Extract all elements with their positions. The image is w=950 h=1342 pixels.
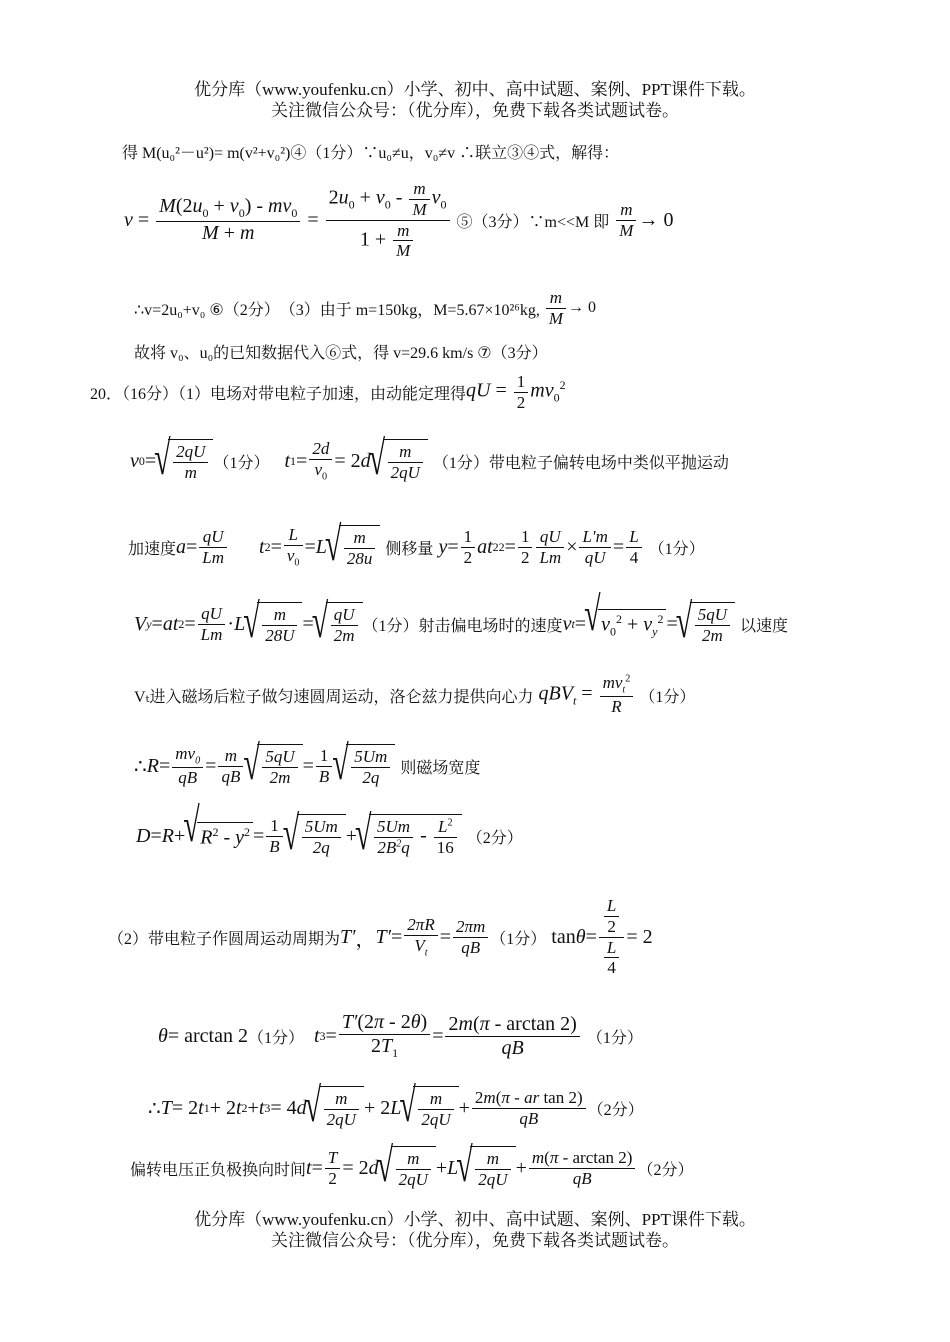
score-D: （2分） (466, 829, 523, 847)
p20-period: （2）带电粒子作圆周运动周期为 T′ ， T′ = $\frac{2\pi R}{V_t}$ = $\frac{2\pi m}{qB}$ （1分） tan θ = $\frac{\frac{L}{2}}{\frac{L}{4}}$ = 2 (108, 896, 653, 978)
p20-mag-text: Vₜ进入磁场后粒子做匀速圆周运动，洛仑兹力提供向心力 (134, 688, 534, 706)
score-v0: （1分） (213, 454, 270, 472)
footer-line-1: 优分库（www.youfenku.cn）小学、初中、高中试题、案例、PPT课件下载。 (194, 1210, 756, 1229)
p20-width-D: D = R + √ $R^2 - y^2$ = $\frac{1}{B}$ √ $\frac{5Um}{2q}$ + √ $\frac{5Um}{2B^2q}$ - $\frac{L^2}{16}$ （2分） (136, 805, 523, 867)
p19-line-1: 得 M(u₀²－u²)= m(v²+v₀²)④（1分）∵u₀≠u，v₀≠v ∴联立③④式，解得： (122, 145, 620, 162)
p20-switch-time: 偏转电压正负极换向时间 t = $\frac{T}{2}$ = 2 d √ $\frac{m}{2qU}$ + L √ $\frac{m}{2qU}$ + $\frac{m(\pi - \arctan 2)}{qB}$ （2分） (130, 1140, 693, 1196)
p20-v0-t1: v 0 = √ $\frac{2qU}{m}$ （1分） t 1 = $\frac{2d}{v_0}$ = 2 d √ $\frac{m}{2qU}$ （1分）带电粒子偏转电场中类似平抛运动 (130, 430, 729, 492)
p20-t1-text: （1分）带电粒子偏转电场中类似平抛运动 (432, 454, 729, 472)
accel-label: 加速度 (128, 540, 177, 558)
p19-velocity-equation: v = $\frac{M(2u_0 + v_0) - mv_0}{M + m}$ = $2u_0 + v_0$ - $\frac{m}{M}$ $v_0$ 1 + $\frac{m}{M}$ ⑤（3分）∵m<<M 即 $\frac{m}{M}$ → 0 (124, 179, 674, 261)
p20-magnetic: Vₜ进入磁场后粒子做匀速圆周运动，洛仑兹力提供向心力 qBV$_t$ = $\frac{mv_t^2}{R}$ （1分） (134, 673, 696, 717)
header-line-1: 优分库（www.youfenku.cn）小学、初中、高中试题、案例、PPT课件下载。 (194, 80, 756, 99)
p20-intro: 20．（16分）（1）电场对带电粒子加速，由动能定理得 qU = $\frac{1}{2}$ $mv_0^2$ (90, 371, 566, 412)
p20-theta-t3: θ = arctan 2 （1分） t 3 = $\frac{T'(2\pi - 2\theta)}{2T_1}$ = $\frac{2m(\pi - \arctan 2)}{qB}$ （1分） (158, 1011, 643, 1061)
p20-vy-text1: （1分）射击偏电场时的速度 (362, 617, 563, 635)
p20-vy: V y = at 2 = $\frac{qU}{Lm}$ · L √ $\frac{m}{28U}$ = √ $\frac{qU}{2m}$ （1分）射击偏电场时的速度 v t = √ $v_0^2 + v_y^2$ = √ $\frac{5qU}{2m}$ 以速度 (134, 594, 788, 654)
score-T: （1分） (490, 930, 547, 948)
period-text: （2）带电粒子作圆周运动周期为 (108, 930, 341, 948)
p19-line-4: 故将 v₀、u₀的已知数据代入⑥式，得 v=29.6 km/s ⑦（3分） (134, 345, 548, 362)
p20-intro-text: 20．（16分）（1）电场对带电粒子加速，由动能定理得 (90, 385, 467, 403)
score-last: （2分） (637, 1161, 694, 1179)
score-t3: （1分） (586, 1029, 643, 1047)
score-theta: （1分） (247, 1029, 304, 1047)
shift-label: 侧移量 (385, 540, 434, 558)
score-mag: （1分） (639, 688, 696, 706)
last-text: 偏转电压正负极换向时间 (130, 1161, 307, 1179)
p20-total-time: ∴ T = 2 t 1 + 2 t 2 + t 3 = 4 d √ $\frac{m}{2qU}$ + 2 L √ $\frac{m}{2qU}$ + $\frac{\text{2m(π - ar tan 2)}}{qB}$ （2分） (148, 1080, 644, 1136)
p20-vy-text2: 以速度 (740, 617, 789, 635)
p19-line-3: ∴v=2u₀+v₀ ⑥（2分） （3）由于 m=150kg，M=5.67×10²⁶kg, $\frac{m}{M}$ → 0 (134, 287, 597, 328)
width-text: 则磁场宽度 (400, 759, 481, 777)
p20-radius: ∴ R = $\frac{mv_0}{qB}$ = $\frac{m}{qB}$ √ $\frac{5qU}{2m}$ = $\frac{1}{B}$ √ $\frac{5Um}{2q}$ 则磁场宽度 (134, 738, 480, 794)
p20-acceleration: 加速度 a = $\frac{qU}{Lm}$ t 2 = $\frac{L}{v_0}$ = L √ $\frac{m}{28u}$ 侧移量 y = $\frac{1}{2}$ at 2 2 = $\frac{1}{2}$ $\frac{qU}{Lm}$ × $\frac{L'm}{qU}$ = $\frac{L}{4}$ （1分） (128, 516, 705, 578)
score-sum: （2分） (587, 1101, 644, 1119)
footer-line-2: 关注微信公众号：（优分库），免费下载各类试题试卷。 (271, 1231, 679, 1250)
p19-line-2-tail: ⑤（3分）∵m<<M 即 (456, 213, 610, 231)
p19-line-3-text: ∴v=2u₀+v₀ ⑥（2分） （3）由于 m=150kg，M=5.67×10²⁶kg, (134, 301, 540, 319)
header-line-2: 关注微信公众号：（优分库），免费下载各类试题试卷。 (271, 101, 679, 120)
score-y: （1分） (648, 540, 705, 558)
